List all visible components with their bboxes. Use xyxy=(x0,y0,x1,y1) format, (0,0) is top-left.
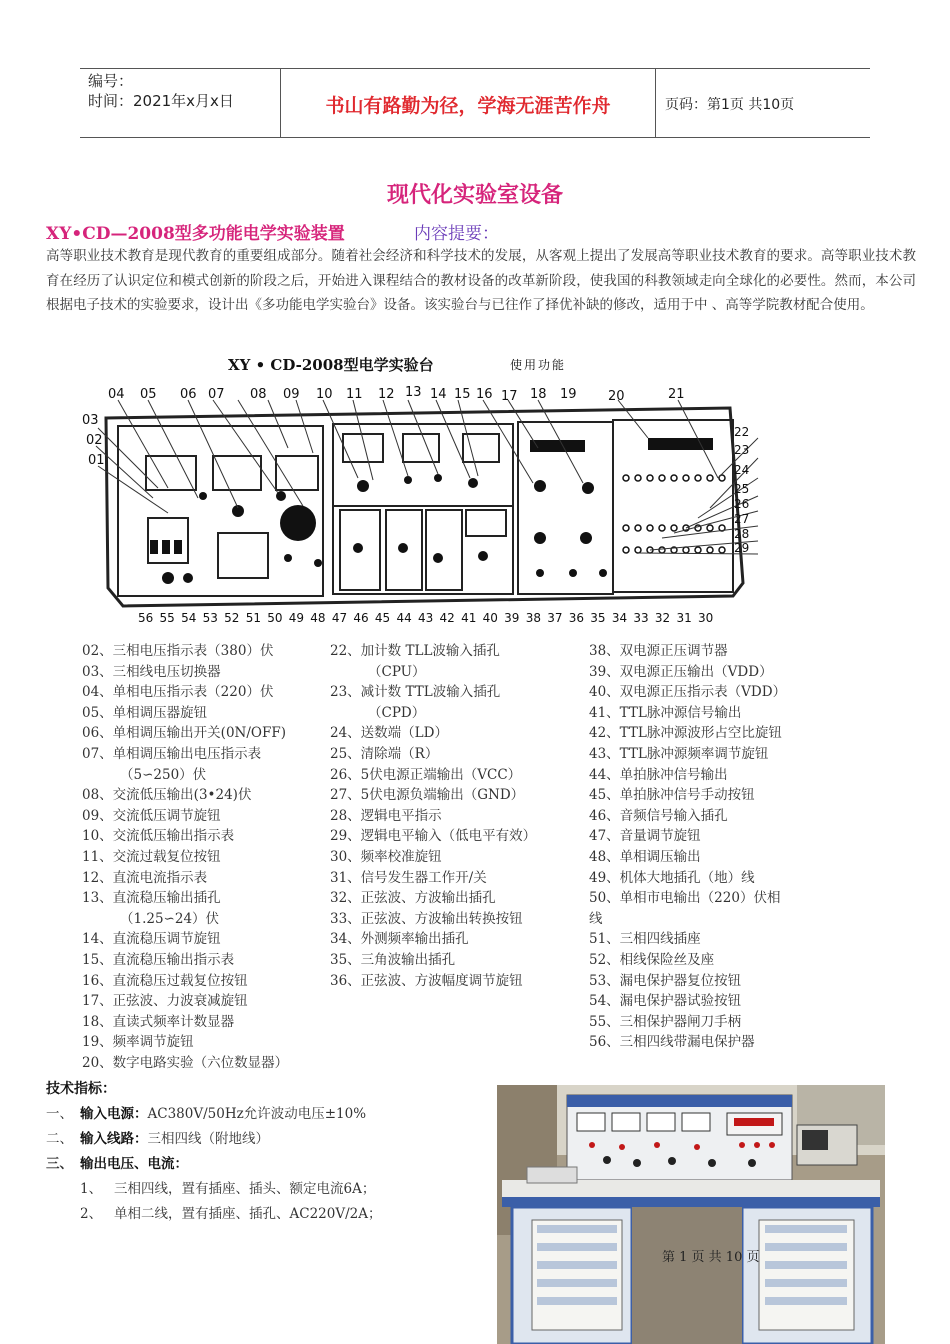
callout-label: 31 xyxy=(676,611,692,625)
legend-item: 29、逻辑电平输入（低电平有效） xyxy=(330,828,537,845)
tech-sub-num: 2、 xyxy=(80,1206,103,1222)
callout-label: 04 xyxy=(108,387,125,402)
tech-num: 三、 xyxy=(46,1156,73,1172)
callout-label: 55 xyxy=(159,611,175,625)
legend-item: 46、音频信号输入插孔 xyxy=(589,807,728,824)
legend-item: 线 xyxy=(589,910,603,927)
callout-label: 07 xyxy=(208,387,225,402)
product-subtitle: XY•CD—2008型多功能电学实验装置 xyxy=(46,224,345,244)
legend-item: 24、送数端（LD） xyxy=(330,725,448,742)
header-meta xyxy=(88,71,278,111)
legend-item: 39、双电源正压输出（VDD） xyxy=(589,663,773,680)
legend-item: 25、清除端（R） xyxy=(330,745,439,762)
callout-label: 49 xyxy=(288,611,305,625)
summary-label: 内容提要： xyxy=(414,224,499,244)
tech-num: 一、 xyxy=(46,1106,73,1122)
tech-sub-value: 三相四线，置有插座、插头、额定电流6A； xyxy=(114,1181,376,1197)
callout-label: 23 xyxy=(734,443,750,457)
callout-label: 40 xyxy=(482,611,498,625)
callout-label: 53 xyxy=(202,611,218,625)
callout-label: 11 xyxy=(346,387,363,402)
callout-label: 54 xyxy=(181,611,197,625)
legend-item: 26、5伏电源正端输出（VCC） xyxy=(330,766,522,783)
legend-item: 20、数字电路实验（六位数显器） xyxy=(82,1054,289,1071)
legend-item: （CPD） xyxy=(368,704,426,721)
callout-label: 48 xyxy=(310,611,326,625)
tech-item xyxy=(46,1127,269,1147)
legend-item: 14、直流稳压调节旋钮 xyxy=(82,931,221,948)
page-title: 现代化实验室设备 xyxy=(386,183,563,208)
legend-item: 36、正弦波、方波幅度调节旋钮 xyxy=(330,972,523,989)
legend-item: 55、三相保护器闸刀手柄 xyxy=(589,1013,742,1030)
tech-sub-item xyxy=(80,1177,375,1197)
lab-bench-photo xyxy=(497,1085,885,1344)
callout-label: 47 xyxy=(331,611,348,625)
tech-sub-item xyxy=(80,1202,381,1222)
tech-key: 输出电压、电流： xyxy=(80,1156,188,1172)
callout-label: 50 xyxy=(267,611,283,625)
callout-label: 26 xyxy=(734,497,750,511)
callout-label: 10 xyxy=(316,387,333,402)
legend-item: 43、TTL脉冲源频率调节旋钮 xyxy=(589,745,769,762)
callout-label: 28 xyxy=(734,527,750,541)
callout-label: 02 xyxy=(86,433,103,448)
callout-label: 45 xyxy=(374,611,391,625)
header-divider xyxy=(655,69,656,137)
legend-item: 40、双电源正压指示表（VDD） xyxy=(589,684,787,701)
tech-value: 三相四线（附地线） xyxy=(147,1131,269,1147)
tech-sub-num: 1、 xyxy=(80,1181,103,1197)
callout-label: 38 xyxy=(525,611,541,625)
tech-value: AC380V/50Hz允许波动电压±10% xyxy=(147,1106,367,1122)
legend-item: 44、单拍脉冲信号输出 xyxy=(589,766,728,783)
legend-item: 05、单相调压器旋钮 xyxy=(82,704,208,721)
tech-key: 输入线路： xyxy=(80,1131,148,1147)
legend-item: 49、机体大地插孔（地）线 xyxy=(589,869,755,886)
legend-item: 03、三相线电压切换器 xyxy=(82,663,221,680)
right-labels xyxy=(734,425,749,555)
callout-label: 01 xyxy=(88,453,105,468)
callout-label: 46 xyxy=(353,611,369,625)
callout-label: 24 xyxy=(734,463,750,477)
control-panel-diagram xyxy=(78,378,758,628)
callout-label: 20 xyxy=(608,389,625,404)
callout-label: 21 xyxy=(668,387,685,402)
callout-label: 05 xyxy=(140,387,157,402)
callout-label: 22 xyxy=(734,425,750,439)
legend-item: 09、交流低压调节旋钮 xyxy=(82,807,221,824)
panel-subtitle: 使用功能 xyxy=(510,358,567,372)
callout-label: 03 xyxy=(82,413,99,428)
legend-item: 04、单相电压指示表（220）伏 xyxy=(82,684,274,701)
tech-item xyxy=(46,1102,366,1122)
number-label: 编号： xyxy=(88,72,134,90)
legend-item: 27、5伏电源负端输出（GND） xyxy=(330,787,525,804)
legend-item: 47、音量调节旋钮 xyxy=(589,828,701,845)
bottom-labels xyxy=(138,611,713,625)
callout-label: 15 xyxy=(454,387,471,402)
callout-label: 16 xyxy=(476,387,493,402)
callout-label: 39 xyxy=(504,611,520,625)
legend-item: 42、TTL脉冲源波形占空比旋钮 xyxy=(589,725,782,742)
legend-item: 18、直读式频率计数显器 xyxy=(82,1013,235,1030)
legend-item: 51、三相四线插座 xyxy=(589,931,701,948)
callout-label: 52 xyxy=(224,611,240,625)
page-footer: 第 1 页 共 10 页 xyxy=(662,1250,760,1265)
legend-item: 30、频率校准旋钮 xyxy=(330,848,442,865)
callout-label: 08 xyxy=(250,387,267,402)
legend-item: 50、单相市电输出（220）伏相 xyxy=(589,890,781,907)
top-labels xyxy=(108,385,685,404)
legend-item: 56、三相四线带漏电保护器 xyxy=(589,1034,755,1051)
callout-label: 56 xyxy=(138,611,154,625)
legend-column-3 xyxy=(589,641,809,1051)
legend-item: 06、单相调压输出开关(0N/OFF) xyxy=(82,725,286,742)
legend-item: 13、直流稳压输出插孔 xyxy=(82,890,221,907)
tech-item xyxy=(46,1152,188,1172)
callout-label: 36 xyxy=(568,611,585,625)
callout-label: 29 xyxy=(734,541,750,555)
time-label: 时间：2021年x月x日 xyxy=(88,92,234,110)
legend-item: 22、加计数 TLL波输入插孔 xyxy=(330,643,500,659)
callout-label: 33 xyxy=(633,611,649,625)
legend-item: 38、双电源正压调节器 xyxy=(589,643,728,659)
callout-label: 43 xyxy=(418,611,434,625)
tech-sub-value: 单相二线，置有插座、插孔、AC220V/2A； xyxy=(114,1206,382,1222)
legend-item: 45、单拍脉冲信号手动按钮 xyxy=(589,787,755,804)
callout-label: 25 xyxy=(734,482,750,496)
legend-item: 23、减计数 TTL波输入插孔 xyxy=(330,684,501,701)
legend-item: 12、直流电流指示表 xyxy=(82,869,208,886)
legend-item: 02、三相电压指示表（380）伏 xyxy=(82,643,274,659)
page-info: 页码：第1页 共10页 xyxy=(665,97,795,113)
callout-label: 41 xyxy=(461,611,477,625)
legend-item: 28、逻辑电平指示 xyxy=(330,807,442,824)
legend-item: 31、信号发生器工作开/关 xyxy=(330,869,487,886)
header-motto: 书山有路勤为径，学海无涯苦作舟 xyxy=(325,95,611,117)
callout-label: 12 xyxy=(378,387,395,402)
callout-label: 42 xyxy=(439,611,455,625)
legend-item: 11、交流过载复位按钮 xyxy=(82,848,221,865)
tech-heading: 技术指标： xyxy=(46,1081,116,1097)
callout-label: 30 xyxy=(698,611,714,625)
legend-item: （1.25∽24）伏 xyxy=(120,910,220,927)
legend-column-2 xyxy=(330,641,580,991)
legend-item: 15、直流稳压输出指示表 xyxy=(82,951,235,968)
legend-item: 32、正弦波、方波输出插孔 xyxy=(330,890,496,907)
callout-label: 37 xyxy=(547,611,563,625)
callout-label: 09 xyxy=(283,387,300,402)
callout-label: 14 xyxy=(430,387,447,402)
callout-label: 44 xyxy=(396,611,412,625)
tech-num: 二、 xyxy=(46,1131,73,1147)
intro-paragraph: 高等职业技术教育是现代教育的重要组成部分。随着社会经济和科学技术的发展，从客观上提出了发展高等职业技术教育的要求。高等职业技术教育在经历了认识定位和模式创新的阶段之后，开始进入课程结合的教材设备的改革新阶段，使我国的科教领域走向全球化的必要性。然而，本公司根据电子技术的实验要求，设计出《多功能电学实验台》设备。该实验台与已往作了择优补缺的修改，适用于中 、高等学院教材配合使用。 xyxy=(46,248,916,313)
callout-label: 06 xyxy=(180,387,197,402)
legend-item: 33、正弦波、方波输出转换按钮 xyxy=(330,910,523,927)
callout-label: 27 xyxy=(734,512,750,526)
legend-item: 17、正弦波、力波衰减旋钮 xyxy=(82,993,248,1010)
header-table xyxy=(80,68,870,138)
callout-label: 51 xyxy=(245,611,261,625)
legend-item: （CPU） xyxy=(368,663,426,680)
legend-item: 35、三角波输出插孔 xyxy=(330,951,456,968)
legend-column-1 xyxy=(82,641,322,1073)
left-labels xyxy=(82,413,105,468)
callout-label: 13 xyxy=(405,385,422,400)
callout-label: 18 xyxy=(530,387,547,402)
panel-title: XY • CD-2008型电学实验台 xyxy=(228,356,434,374)
legend-item: 16、直流稳压过载复位按钮 xyxy=(82,972,248,989)
callout-label: 17 xyxy=(501,389,518,404)
legend-item: 34、外测频率输出插孔 xyxy=(330,931,469,948)
legend-item: 54、漏电保护器试验按钮 xyxy=(589,993,742,1010)
legend-item: 10、交流低压输出指示表 xyxy=(82,828,235,845)
callout-label: 19 xyxy=(560,387,577,402)
legend-item: 08、交流低压输出(3•24)伏 xyxy=(82,787,252,804)
legend-item: 07、单相调压输出电压指示表 xyxy=(82,745,262,762)
legend-item: 53、漏电保护器复位按钮 xyxy=(589,972,742,989)
callout-label: 34 xyxy=(611,611,628,625)
legend-item: 48、单相调压输出 xyxy=(589,848,701,865)
legend-item: 19、频率调节旋钮 xyxy=(82,1034,194,1051)
legend-item: （5∽250）伏 xyxy=(120,766,207,783)
callout-label: 32 xyxy=(654,611,671,625)
tech-key: 输入电源： xyxy=(80,1106,148,1122)
callout-label: 35 xyxy=(590,611,606,625)
legend-item: 41、TTL脉冲源信号输出 xyxy=(589,704,742,721)
legend-item: 52、相线保险丝及座 xyxy=(589,951,715,968)
